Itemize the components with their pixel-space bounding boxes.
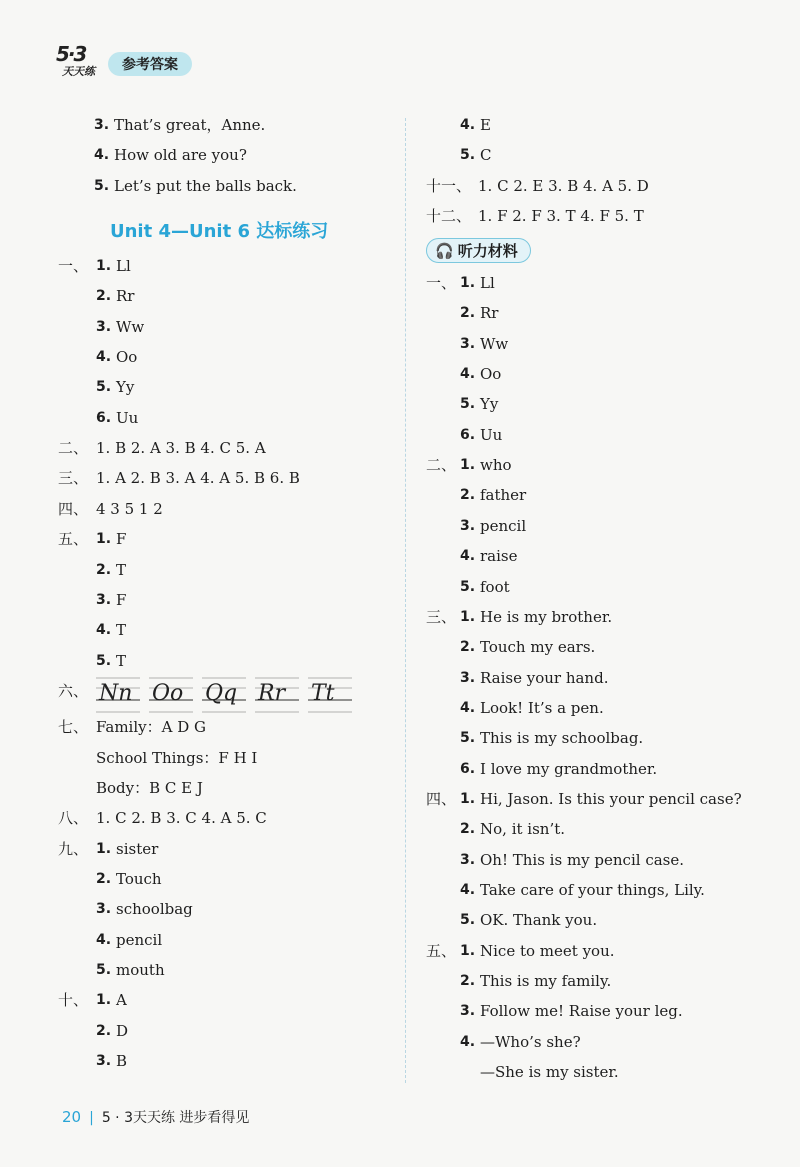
answer-text: I love my grandmother. <box>480 759 658 778</box>
item-number: 5. <box>96 652 112 669</box>
answer-text: 1. C 2. B 3. C 4. A 5. C <box>96 809 267 828</box>
answer-text: Rr <box>116 287 135 306</box>
item-number: 1. <box>96 531 112 548</box>
item-number: 3. <box>96 1053 112 1070</box>
answer-text: Raise your hand. <box>480 668 609 687</box>
handwriting-cell <box>149 678 193 712</box>
answer-text: Touch my ears. <box>480 638 596 657</box>
item-number: 1. <box>460 790 476 807</box>
item-number: 6. <box>96 409 112 426</box>
item-number: 2. <box>460 639 476 656</box>
answer-text: Oh! This is my pencil case. <box>480 850 685 869</box>
item-number: 3. <box>96 318 112 335</box>
question-number: 二、 <box>426 456 457 475</box>
answer-text: Touch <box>116 870 162 888</box>
question-number: 五、 <box>426 941 457 960</box>
question-number: 五、 <box>58 530 89 549</box>
item-number: 3. <box>460 335 476 352</box>
item-number: 5. <box>460 147 476 164</box>
item-number: 5. <box>460 912 476 929</box>
answer-text: No, it isn’t. <box>480 820 566 839</box>
question-number: 十、 <box>58 991 89 1010</box>
item-number: 4. <box>96 931 112 948</box>
item-number: 1. <box>460 457 476 474</box>
handwriting-svg <box>58 672 378 722</box>
answer-text: Look! It’s a pen. <box>480 698 604 717</box>
item-number: 3. <box>460 517 476 534</box>
answer-text: He is my brother. <box>480 607 613 626</box>
item-number: 5. <box>94 177 110 194</box>
answer-text: pencil <box>116 930 163 949</box>
handwriting-letters: Tt <box>311 681 335 706</box>
answer-text: T <box>116 651 127 670</box>
item-number: 3. <box>96 591 112 608</box>
answer-text: foot <box>480 577 510 596</box>
answer-text: sister <box>116 839 159 858</box>
listening-material-label <box>426 238 531 263</box>
answer-text: Yy <box>116 378 135 397</box>
question-number: 二、 <box>58 439 89 458</box>
answer-text: Follow me! Raise your leg. <box>480 1002 683 1021</box>
item-number: 4. <box>96 349 112 366</box>
answer-text: —She is my sister. <box>480 1063 619 1082</box>
answer-key-badge: 参考答案 <box>108 52 192 76</box>
answer-text: 1. C 2. E 3. B 4. A 5. D <box>478 176 649 195</box>
answer-text: F <box>116 590 127 609</box>
answer-text: This is my family. <box>480 972 612 991</box>
item-number: 3. <box>460 851 476 868</box>
answer-text: That’s great，Anne. <box>114 116 266 134</box>
item-number: 3. <box>460 1003 476 1020</box>
logo-text: 天天练 <box>62 65 95 78</box>
question-number: 十二、 <box>426 206 472 225</box>
item-number: 3. <box>94 117 110 133</box>
answer-text: Yy <box>480 395 499 414</box>
item-number: 2. <box>460 821 476 838</box>
column-divider <box>405 118 406 1083</box>
question-number: 十一、 <box>426 176 472 195</box>
question-number: 一、 <box>426 274 457 292</box>
question-number: 三、 <box>426 607 457 626</box>
answer-text: Uu <box>480 425 503 444</box>
item-number: 1. <box>96 258 112 274</box>
answer-text: Oo <box>480 365 502 384</box>
answer-text: Take care of your things, Lily. <box>480 881 705 899</box>
answer-text: 1. F 2. F 3. T 4. F 5. T <box>478 206 644 225</box>
handwriting-letters: Oo <box>152 681 184 706</box>
item-number: 4. <box>460 366 476 383</box>
item-number: 4. <box>460 117 476 133</box>
item-number: 1. <box>460 942 476 959</box>
item-number: 4. <box>94 147 110 164</box>
page-number: 20 <box>62 1108 82 1126</box>
answer-text: raise <box>480 547 518 566</box>
item-number: 4. <box>460 699 476 716</box>
item-number: 2. <box>96 871 112 887</box>
question-number: 八、 <box>58 809 89 828</box>
answer-text: How old are you? <box>114 146 247 165</box>
listening-label-text: 听力材料 <box>457 242 518 260</box>
answer-text: Ll <box>116 257 131 275</box>
answer-text: Family：A D G <box>96 718 207 737</box>
answer-text: Rr <box>480 304 499 323</box>
answer-text: mouth <box>116 961 165 980</box>
question-number: 四、 <box>58 499 89 518</box>
question-number: 六、 <box>58 681 89 700</box>
handwriting-letters: Rr <box>258 681 286 706</box>
answer-text: OK. Thank you. <box>480 911 598 930</box>
answer-text: Body：B C E J <box>96 778 203 797</box>
question-number: 四、 <box>426 789 457 808</box>
handwriting-letters: Qq <box>205 681 238 706</box>
answer-text: Ll <box>480 274 495 292</box>
item-number: 4. <box>460 1033 476 1050</box>
answer-text: pencil <box>480 516 527 535</box>
handwriting-cell <box>255 678 299 712</box>
answer-text: —Who’s she? <box>480 1032 581 1051</box>
answer-text: schoolbag <box>116 900 193 919</box>
footer-brand: 5 · 3天天练 进步看得见 <box>101 1110 250 1126</box>
answer-text: D <box>116 1021 129 1040</box>
answer-text: Oo <box>116 348 138 367</box>
headphones-icon: 🎧 <box>435 242 454 260</box>
item-number: 4. <box>460 548 476 565</box>
item-number: 3. <box>96 901 112 918</box>
answer-text: father <box>480 486 527 505</box>
answer-text: A <box>116 991 127 1010</box>
logo-mark: 5·3 <box>56 42 86 66</box>
item-number: 1. <box>96 840 112 857</box>
question-number: 九、 <box>58 839 89 858</box>
logo <box>52 42 110 82</box>
item-number: 4. <box>96 622 112 639</box>
item-number: 2. <box>460 973 476 990</box>
answer-text: Nice to meet you. <box>480 941 615 960</box>
item-number: 5. <box>96 962 112 979</box>
handwriting-cell <box>308 678 352 712</box>
item-number: 2. <box>96 288 112 305</box>
answer-text: Let’s put the balls back. <box>114 176 297 195</box>
handwriting-answers <box>58 672 378 726</box>
answer-text: 1. B 2. A 3. B 4. C 5. A <box>96 439 266 458</box>
answer-text: Ww <box>116 317 145 336</box>
answer-text: F <box>116 530 127 549</box>
item-number: 2. <box>460 487 476 504</box>
answer-text: This is my schoolbag. <box>480 729 644 748</box>
item-number: 2. <box>96 1022 112 1039</box>
answer-text: 1. A 2. B 3. A 4. A 5. B 6. B <box>96 469 300 488</box>
item-number: 5. <box>460 730 476 747</box>
answer-text: Ww <box>480 334 509 353</box>
answer-text: E <box>480 116 491 134</box>
answer-text: T <box>116 621 127 640</box>
answer-text: T <box>116 560 127 579</box>
question-number: 一、 <box>58 257 89 275</box>
item-number: 5. <box>96 379 112 396</box>
item-number: 2. <box>460 305 476 322</box>
item-number: 5. <box>460 578 476 595</box>
answer-text: Hi, Jason. Is this your pencil case? <box>480 789 742 808</box>
item-number: 6. <box>460 760 476 777</box>
answer-text: School Things：F H I <box>96 748 258 767</box>
item-number: 6. <box>460 426 476 443</box>
page-footer <box>62 1107 249 1127</box>
answer-text: who <box>480 456 512 475</box>
answer-text: 4 3 5 1 2 <box>96 499 163 518</box>
item-number: 1. <box>460 275 476 291</box>
question-number: 三、 <box>58 469 89 488</box>
item-number: 2. <box>96 561 112 578</box>
handwriting-letters: Nn <box>99 681 133 706</box>
item-number: 4. <box>460 882 476 898</box>
item-number: 1. <box>460 608 476 625</box>
answer-text: C <box>480 146 492 165</box>
handwriting-cell <box>96 678 140 712</box>
answer-text: Uu <box>116 408 139 427</box>
question-number: 七、 <box>58 718 89 737</box>
handwriting-cell <box>202 678 246 712</box>
item-number: 3. <box>460 669 476 686</box>
footer-separator: | <box>89 1110 94 1126</box>
item-number: 5. <box>460 396 476 413</box>
section-title: Unit 4—Unit 6 达标练习 <box>110 221 329 242</box>
item-number: 1. <box>96 992 112 1009</box>
answer-text: B <box>116 1052 128 1071</box>
